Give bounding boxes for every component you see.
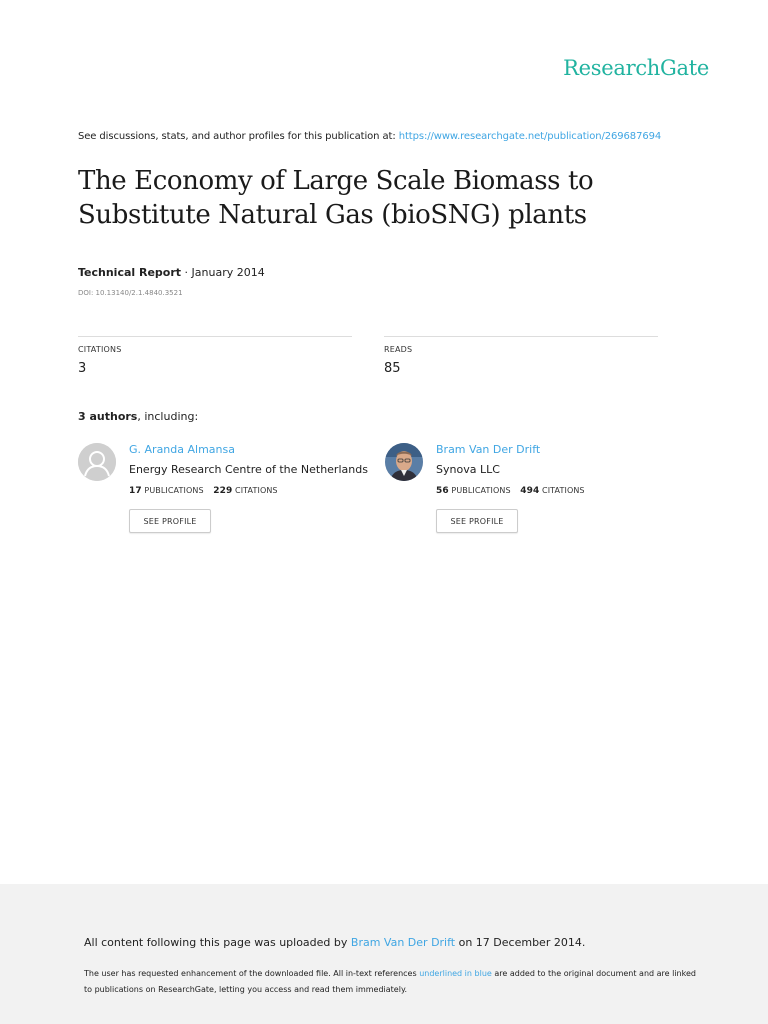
- author-name-link[interactable]: G. Aranda Almansa: [129, 443, 235, 456]
- author-info: [129, 443, 369, 496]
- author-publications-count: 17: [129, 486, 142, 496]
- citations-value: 3: [78, 361, 87, 376]
- uploader-link[interactable]: Bram Van Der Drift: [350, 936, 456, 949]
- notice-part-1: The user has requested enhancement of the downloaded file. All in-text references: [84, 969, 417, 978]
- reads-label: READS: [384, 345, 413, 354]
- author-stats: [436, 486, 676, 496]
- discussion-text: See discussions, stats, and author profiles for this publication at:: [78, 131, 396, 142]
- notice-part-2: are added to the original document and are linked to publications on ResearchGate, letting you access and read them immediately.: [84, 969, 696, 994]
- author-info: [436, 443, 676, 496]
- author-name-link[interactable]: Bram Van Der Drift: [436, 443, 541, 456]
- citations-label: CITATIONS: [78, 345, 122, 354]
- underlined-in-blue-link[interactable]: underlined in blue: [419, 969, 492, 978]
- publication-meta: [78, 266, 265, 279]
- authors-count: 3 authors: [78, 410, 138, 423]
- author-institution: Synova LLC: [436, 463, 500, 476]
- title-line-1: The Economy of Large Scale Biomass to: [78, 166, 594, 196]
- author-citations-count: 229: [213, 486, 233, 496]
- default-user-icon[interactable]: [78, 443, 116, 481]
- meta-separator: ·: [181, 266, 192, 279]
- enhancement-notice: [84, 966, 704, 998]
- publication-doi: DOI: 10.13140/2.1.4840.3521: [78, 289, 183, 297]
- author-citations-label: CITATIONS: [542, 486, 585, 495]
- title-line-2: Substitute Natural Gas (bioSNG) plants: [78, 200, 587, 230]
- author-stats: [129, 486, 369, 496]
- author-institution: Energy Research Centre of the Netherlands: [129, 463, 368, 476]
- user-photo[interactable]: [385, 443, 423, 481]
- publication-url-link[interactable]: https://www.researchgate.net/publication/269687694: [398, 131, 662, 142]
- publication-title: [78, 164, 698, 232]
- author-publications-label: PUBLICATIONS: [451, 486, 511, 495]
- footer-panel: [0, 884, 768, 1024]
- reads-stat: [384, 336, 658, 376]
- see-profile-button[interactable]: SEE PROFILE: [129, 509, 211, 533]
- authors-heading: [78, 410, 198, 423]
- upload-suffix: on 17 December 2014.: [458, 936, 586, 949]
- author-publications-count: 56: [436, 486, 449, 496]
- researchgate-logo[interactable]: ResearchGate: [563, 56, 709, 80]
- publication-date: January 2014: [191, 266, 265, 279]
- upload-prefix: All content following this page was uploaded by: [84, 936, 348, 949]
- author-citations-label: CITATIONS: [235, 486, 278, 495]
- author-publications-label: PUBLICATIONS: [144, 486, 204, 495]
- see-profile-button[interactable]: SEE PROFILE: [436, 509, 518, 533]
- publication-type: Technical Report: [78, 266, 182, 279]
- author-citations-count: 494: [520, 486, 540, 496]
- upload-notice: [84, 936, 585, 949]
- reads-value: 85: [384, 361, 401, 376]
- authors-suffix: , including:: [137, 410, 199, 423]
- discussion-notice: [78, 131, 661, 142]
- citations-stat: [78, 336, 352, 376]
